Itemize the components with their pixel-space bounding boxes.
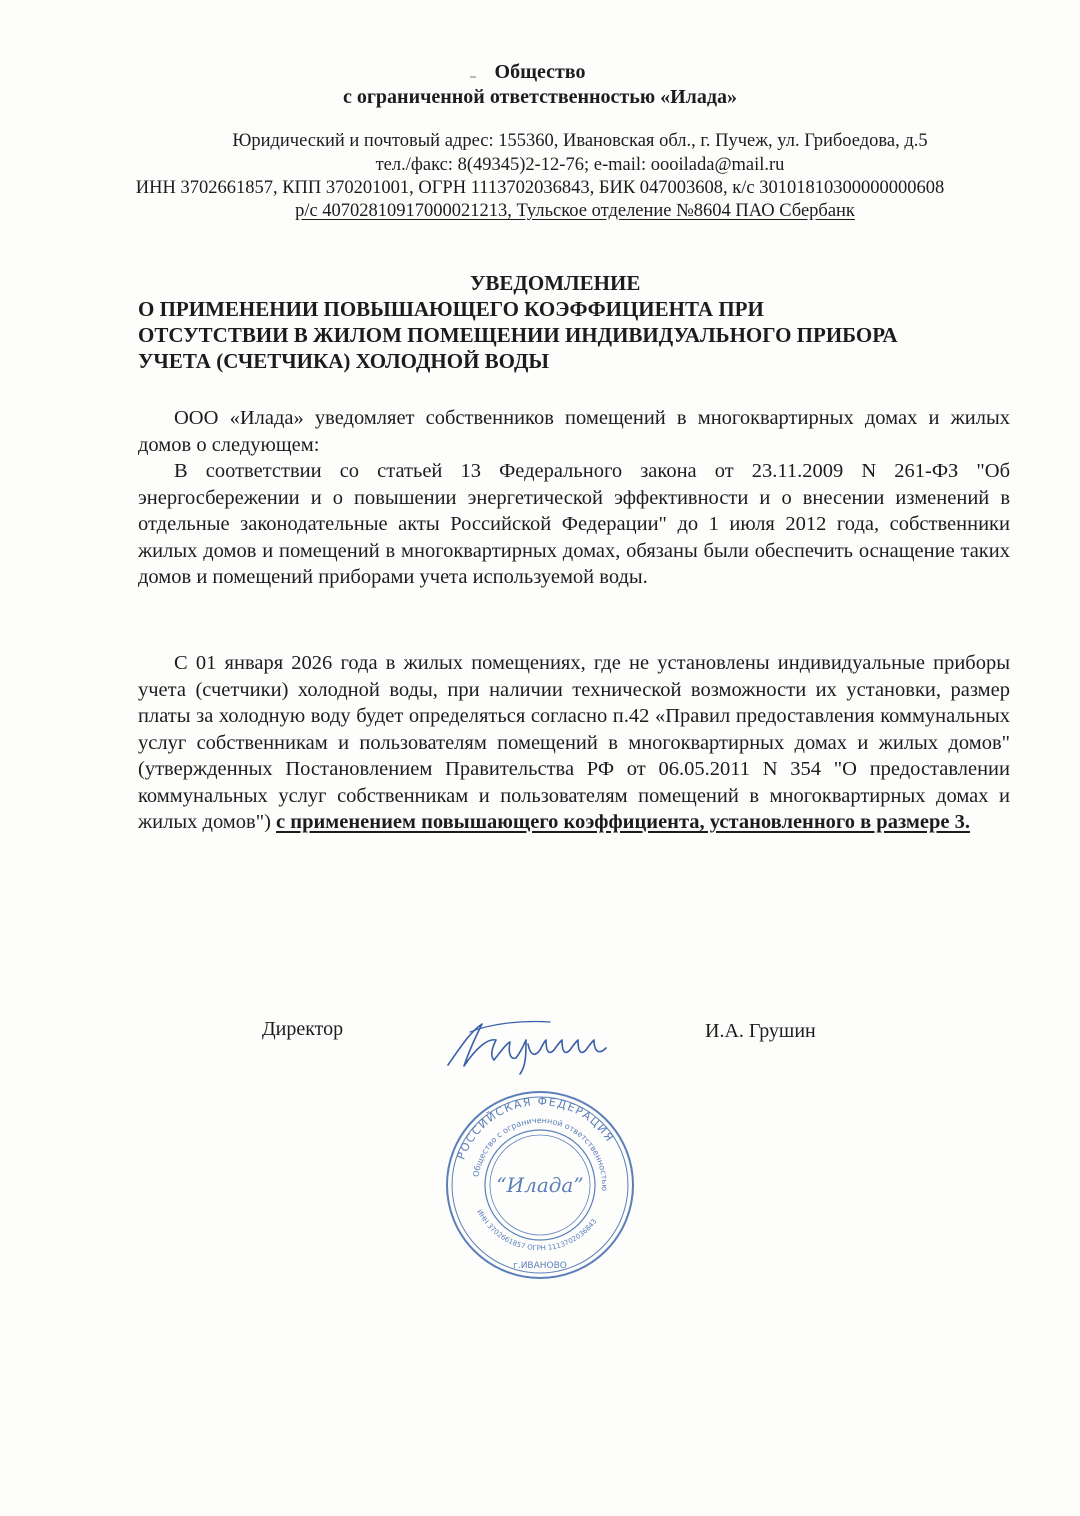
seal-numbers-text: ИНН 3702661857 ОГРН 1113702036843	[475, 1208, 599, 1253]
seal-center-text: “Илада”	[496, 1173, 584, 1197]
notice-body-main	[138, 650, 1010, 836]
seal-inner-ring-text: Общество с ограниченной ответственностью	[471, 1115, 610, 1192]
org-name-line1: Общество	[494, 61, 586, 83]
org-bank-account: р/с 40702810917000021213, Тульское отделение №8604 ПАО Сбербанк	[295, 201, 855, 221]
notice-title-line3: ОТСУТСТВИИ В ЖИЛОМ ПОМЕЩЕНИИ ИНДИВИДУАЛЬНОГО ПРИБОРА	[138, 323, 898, 347]
notice-title: УВЕДОМЛЕНИЕ	[470, 271, 641, 295]
company-seal	[440, 1085, 640, 1285]
notice-title-line2: О ПРИМЕНЕНИИ ПОВЫШАЮЩЕГО КОЭФФИЦИЕНТА ПРИ	[138, 297, 764, 321]
notice-body-intro	[138, 405, 1010, 591]
notice-title-line4: УЧЕТА (СЧЕТЧИКА) ХОЛОДНОЙ ВОДЫ	[138, 349, 550, 373]
org-name-line2: с ограниченной ответственностью «Илада»	[342, 86, 738, 108]
seal-ring-text: РОССИЙСКАЯ ФЕДЕРАЦИЯ	[454, 1094, 617, 1162]
signatory-position: Директор	[262, 1018, 344, 1040]
handwritten-signature	[430, 1010, 630, 1080]
org-address: Юридический и почтовый адрес: 155360, Ивановская обл., г. Пучеж, ул. Грибоедова, д.5	[232, 131, 928, 151]
paragraph-coefficient-text: С 01 января 2026 года в жилых помещениях, где не установлены индивидуальные приборы учета (счетчики) холодной воды, при наличии технической возможности их установки, размер платы за холодную воду будет определяться согласно п.42 «Правил предоставления коммунальных услуг собственникам и пользователям помещений в многоквартирных домах и жилых домов" (утвержденных Постановлением Правительства РФ от 06.05.2011 N 354 "О предоставлении коммунальных услуг собственникам и пользователям помещений в многоквартирных домах и жилых домов")	[138, 652, 1010, 833]
seal-bottom-text: г.ИВАНОВО	[513, 1261, 567, 1271]
paragraph-intro: ООО «Илада» уведомляет собственников помещений в многоквартирных домах и жилых домов о следующем:	[138, 407, 1010, 456]
signatory-name: И.А. Грушин	[705, 1020, 816, 1042]
org-contacts: тел./факс: 8(49345)2-12-76; e-mail: oooilada@mail.ru	[375, 155, 785, 175]
paragraph-coefficient	[138, 650, 1010, 836]
org-requisites: ИНН 3702661857, КПП 370201001, ОГРН 1113702036843, БИК 047003608, к/с 30101810300000000608	[135, 178, 945, 198]
coefficient-emphasis: с применением повышающего коэффициента, установленного в размере 3.	[276, 811, 970, 833]
paragraph-law: В соответствии со статьей 13 Федерального закона от 23.11.2009 N 261-ФЗ "Об энергосбережении и о повышении энергетической эффективности и о внесении изменений в отдельные законодательные акты Российской Федерации" до 1 июля 2012 года, собственники жилых домов и помещений в многоквартирных домах, обязаны были обеспечить оснащение таких домов и помещений приборами учета используемой воды.	[138, 460, 1010, 588]
